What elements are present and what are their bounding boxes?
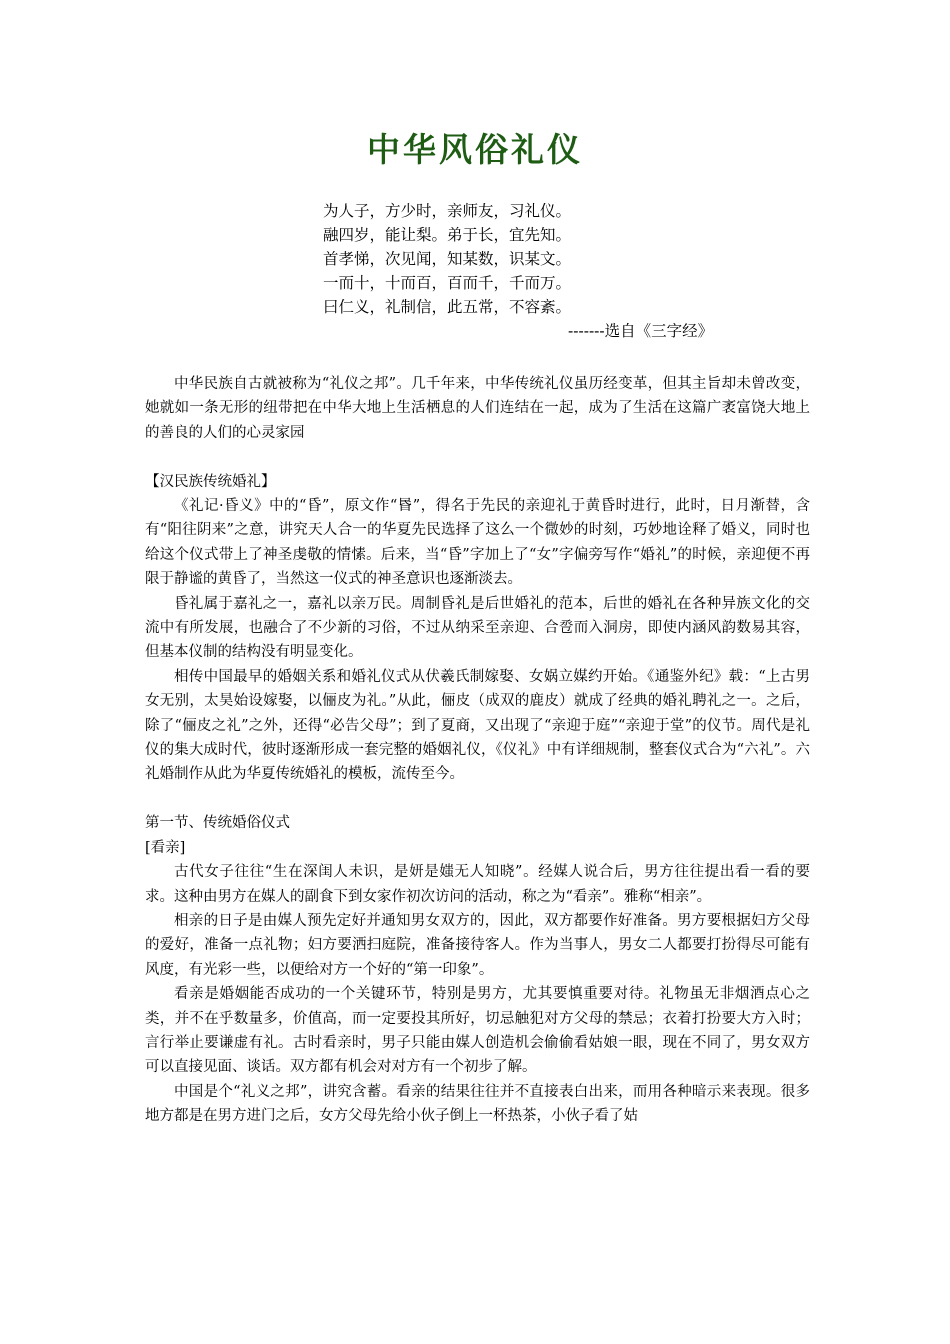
poem-line: 首孝悌，次见闻，知某数，识某文。 [323,250,572,268]
chapter-heading: 第一节、传统婚俗仪式 [145,815,290,832]
poem-block [323,199,803,343]
paragraph: 《礼记·昏义》中的“昏”，原文作“昬”，得名于先民的亲迎礼于黄昏时进行，此时，日月渐替，含有“阳往阴来”之意，讲究天人合一的华夏先民选择了这么一个微妙的时刻，巧妙地诠释了婚义，同时也给这个仪式带上了神圣虔敬的情愫。后来，当“昏”字加上了“女”字偏旁写作“婚礼”的时候，亲迎便不再限于静谧的黄昏了，当然这一仪式的神圣意识也逐渐淡去。 [145,498,810,588]
subsection-heading: [看亲] [145,839,186,856]
section-heading: 【汉民族传统婚礼】 [145,473,276,490]
poem-line: 一而十，十而百，百而千，千而万。 [323,274,572,292]
paragraph: 看亲是婚姻能否成功的一个关键环节，特别是男方，尤其要慎重要对待。礼物虽无非烟酒点心之类，并不在乎数量多，价值高，而一定要投其所好，切忌触犯对方父母的禁忌；衣着打扮要大方入时；言行举止要谦虚有礼。古时看亲时，男子只能由媒人创造机会偷偷看姑娘一眼，现在不同了，男女双方可以直接见面、谈话。双方都有机会对对方有一个初步了解。 [145,986,810,1076]
spacer [145,445,810,469]
paragraph: 中国是个“礼义之邦”，讲究含蓄。看亲的结果往往并不直接表白出来，而用各种暗示来表现。很多地方都是在男方进门之后，女方父母先给小伙子倒上一杯热茶，小伙子看了姑 [145,1083,810,1125]
paragraph: 昏礼属于嘉礼之一，嘉礼以亲万民。周制昏礼是后世婚礼的范本，后世的婚礼在各种异族文化的交流中有所发展，也融合了不少新的习俗，不过从纳采至亲迎、合卺而入洞房，即使内涵风韵数易其容，但基本仪制的结构没有明显变化。 [145,595,810,661]
paragraph: 相亲的日子是由媒人预先定好并通知男女双方的，因此，双方都要作好准备。男方要根据妇方父母的爱好，准备一点礼物；妇方要洒扫庭院，准备接待客人。作为当事人，男女二人都要打扮得尽可能有风度，有光彩一些，以便给对方一个好的“第一印象”。 [145,912,810,978]
spacer [145,787,810,811]
document-title: 中华风俗礼仪 [367,130,583,169]
poem-line: 融四岁，能让梨。弟于长，宜先知。 [323,226,572,244]
body-text [145,372,810,1129]
paragraph: 古代女子往往“生在深闺人未识，是妍是媸无人知晓”。经媒人说合后，男方往往提出看一看的要求。这种由男方在媒人的副食下到女家作初次访问的活动，称之为“看亲”。雅称“相亲”。 [145,864,810,905]
paragraph: 相传中国最早的婚姻关系和婚礼仪式从伏羲氏制嫁娶、女娲立媒约开始。《通鉴外纪》载：“上古男女无别，太昊始设嫁娶，以俪皮为礼。”从此，俪皮（成双的鹿皮）就成了经典的婚礼聘礼之一。之后，除了“俪皮之礼”之外，还得“必告父母”；到了夏商，又出现了“亲迎于庭”“亲迎于堂”的仪节。周代是礼仪的集大成时代，彼时逐渐形成一套完整的婚姻礼仪，《仪礼》中有详细规制，整套仪式合为“六礼”。六礼婚制作从此为华夏传统婚礼的模板，流传至今。 [145,668,810,783]
poem-line: 为人子，方少时，亲师友，习礼仪。 [323,202,572,220]
poem-line: 曰仁义，礼制信，此五常，不容紊。 [323,298,572,316]
poem-source: -------选自《三字经》 [568,322,714,340]
intro-paragraph: 中华民族自古就被称为“礼仪之邦”。几千年来，中华传统礼仪虽历经变革，但其主旨却未曾改变，她就如一条无形的纽带把在中华大地上生活栖息的人们连结在一起，成为了生活在这篇广袤富饶大地上的善良的人们的心灵家园 [145,376,810,441]
